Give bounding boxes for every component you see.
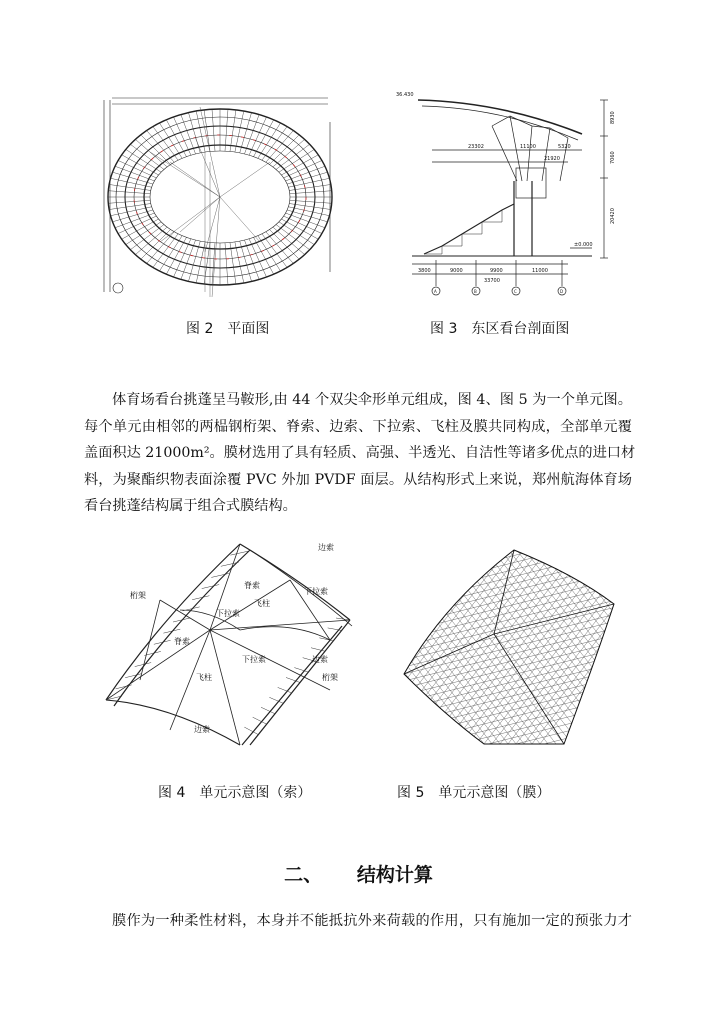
dim-bottom-4: 11000	[532, 268, 548, 274]
figure-2-caption: 图 2 平面图	[186, 321, 270, 337]
dim-bottom-2: 9000	[450, 268, 463, 274]
elevation-zero: ±0.000	[574, 242, 593, 248]
label-lower-cable-2: 下拉索	[304, 587, 328, 596]
paragraph-1-line: 盖面积达 21000m²。膜材选用了具有轻质、高强、半透光、自洁性等诸多优点的进口材	[84, 445, 636, 462]
membrane-mesh-drawing	[384, 544, 624, 749]
axis-b: B	[474, 289, 477, 294]
paragraph-2-line: 膜作为一种柔性材料，本身并不能抵抗外来荷载的作用，只有施加一定的预张力才	[112, 913, 632, 929]
label-lower-cable-3: 下拉索	[242, 655, 266, 664]
section-number: 二、	[284, 864, 323, 886]
figure-4-cable-unit	[100, 540, 360, 755]
figure-3-caption: 图 3 东区看台剖面图	[430, 321, 570, 337]
label-truss-right: 桁架	[322, 673, 338, 682]
body-paragraph-2	[84, 908, 632, 935]
span-3: 5320	[558, 144, 571, 150]
dim-bottom-3: 9900	[490, 268, 503, 274]
label-flying-post-1: 飞柱	[254, 599, 270, 608]
axis-a: A	[434, 289, 437, 294]
figure-5-caption: 图 5 单元示意图（膜）	[397, 785, 551, 801]
dim-bottom-1: 3800	[418, 268, 431, 274]
stadium-plan-drawing	[100, 92, 340, 302]
paragraph-1-line: 每个单元由相邻的两榀钢桁架、脊索、边索、下拉索、飞柱及膜共同构成，全部单元覆	[84, 418, 632, 435]
span-2: 11100	[520, 144, 536, 150]
body-paragraph-1	[84, 387, 636, 520]
elevation-top: 36.430	[396, 92, 414, 98]
paragraph-1-line: 看台挑蓬结构属于组合式膜结构。	[84, 498, 297, 515]
paragraph-1-line: 体育场看台挑蓬呈马鞍形,由 44 个双尖伞形单元组成，图 4、图 5 为一个单元图。	[112, 392, 632, 408]
label-ridge-cable-1: 脊索	[244, 581, 260, 590]
dim-right-3: 20420	[610, 208, 616, 224]
label-truss-left: 桁架	[130, 591, 146, 600]
east-stand-section-drawing	[392, 86, 632, 301]
dim-right-1: 8930	[610, 111, 616, 124]
axis-c: C	[514, 289, 517, 294]
label-lower-cable-1: 下拉索	[216, 609, 240, 618]
span-1: 23302	[468, 144, 484, 150]
axis-d: D	[560, 289, 564, 294]
section-heading	[0, 860, 717, 887]
label-flying-post-2: 飞柱	[196, 673, 212, 682]
label-ridge-cable-2: 脊索	[174, 637, 190, 646]
dim-total: 33700	[484, 278, 500, 284]
label-edge-cable-top: 边索	[318, 543, 334, 552]
figure-3-section	[392, 86, 632, 301]
label-edge-cable-right: 边索	[312, 655, 328, 664]
figure-5-membrane-unit	[384, 544, 624, 749]
section-title: 结构计算	[356, 864, 433, 886]
figure-4-caption: 图 4 单元示意图（索）	[158, 785, 312, 801]
figure-2-plan	[100, 92, 340, 302]
span-4: 21920	[544, 156, 560, 162]
paragraph-1-line: 料，为聚酯织物表面涂覆 PVC 外加 PVDF 面层。从结构形式上来说，郑州航海体育场	[84, 471, 632, 488]
dim-right-2: 7060	[610, 151, 616, 164]
cable-unit-drawing	[100, 540, 360, 755]
label-edge-cable-bottom: 边索	[194, 725, 210, 734]
